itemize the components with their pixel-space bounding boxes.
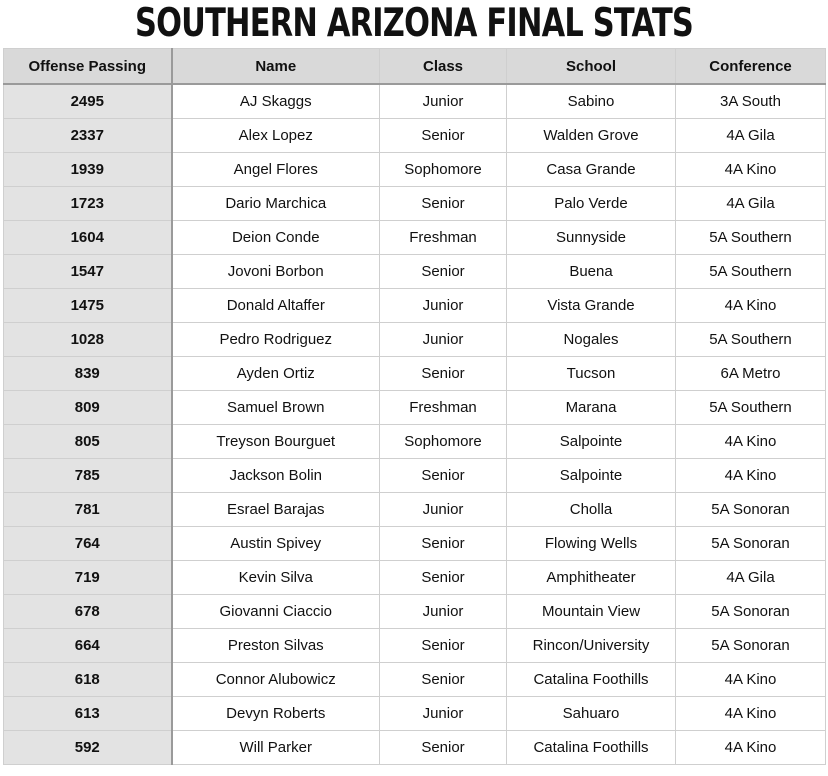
conference-cell: 4A Kino bbox=[676, 289, 826, 323]
class-cell: Sophomore bbox=[380, 425, 507, 459]
passing-yards-cell: 785 bbox=[4, 459, 172, 493]
class-cell: Senior bbox=[380, 731, 507, 765]
school-cell: Salpointe bbox=[507, 459, 676, 493]
school-cell: Catalina Foothills bbox=[507, 731, 676, 765]
conference-cell: 5A Southern bbox=[676, 221, 826, 255]
passing-yards-cell: 1939 bbox=[4, 153, 172, 187]
class-cell: Senior bbox=[380, 119, 507, 153]
table-row bbox=[4, 629, 826, 663]
passing-yards-cell: 613 bbox=[4, 697, 172, 731]
conference-cell: 4A Kino bbox=[676, 425, 826, 459]
player-name-cell: Deion Conde bbox=[172, 221, 380, 255]
passing-yards-cell: 664 bbox=[4, 629, 172, 663]
school-cell: Casa Grande bbox=[507, 153, 676, 187]
school-cell: Cholla bbox=[507, 493, 676, 527]
class-cell: Senior bbox=[380, 459, 507, 493]
passing-yards-cell: 678 bbox=[4, 595, 172, 629]
table-row bbox=[4, 459, 826, 493]
passing-yards-cell: 592 bbox=[4, 731, 172, 765]
conference-cell: 4A Gila bbox=[676, 119, 826, 153]
player-name-cell: Dario Marchica bbox=[172, 187, 380, 221]
table-row bbox=[4, 153, 826, 187]
player-name-cell: Esrael Barajas bbox=[172, 493, 380, 527]
school-cell: Sabino bbox=[507, 84, 676, 119]
player-name-cell: Ayden Ortiz bbox=[172, 357, 380, 391]
school-cell: Walden Grove bbox=[507, 119, 676, 153]
player-name-cell: Connor Alubowicz bbox=[172, 663, 380, 697]
table-row bbox=[4, 663, 826, 697]
player-name-cell: Will Parker bbox=[172, 731, 380, 765]
conference-cell: 5A Sonoran bbox=[676, 595, 826, 629]
passing-yards-cell: 781 bbox=[4, 493, 172, 527]
column-header-offense-passing: Offense Passing bbox=[4, 49, 172, 85]
conference-cell: 4A Gila bbox=[676, 561, 826, 595]
school-cell: Rincon/University bbox=[507, 629, 676, 663]
conference-cell: 5A Sonoran bbox=[676, 493, 826, 527]
class-cell: Junior bbox=[380, 323, 507, 357]
school-cell: Buena bbox=[507, 255, 676, 289]
column-header-class: Class bbox=[380, 49, 507, 85]
player-name-cell: Samuel Brown bbox=[172, 391, 380, 425]
conference-cell: 4A Gila bbox=[676, 187, 826, 221]
player-name-cell: Jovoni Borbon bbox=[172, 255, 380, 289]
school-cell: Sahuaro bbox=[507, 697, 676, 731]
school-cell: Flowing Wells bbox=[507, 527, 676, 561]
class-cell: Freshman bbox=[380, 221, 507, 255]
passing-yards-cell: 1604 bbox=[4, 221, 172, 255]
table-row bbox=[4, 527, 826, 561]
table-row bbox=[4, 84, 826, 119]
passing-yards-cell: 764 bbox=[4, 527, 172, 561]
class-cell: Senior bbox=[380, 187, 507, 221]
passing-yards-cell: 618 bbox=[4, 663, 172, 697]
passing-yards-cell: 1475 bbox=[4, 289, 172, 323]
class-cell: Senior bbox=[380, 663, 507, 697]
passing-yards-cell: 719 bbox=[4, 561, 172, 595]
table-row bbox=[4, 391, 826, 425]
school-cell: Nogales bbox=[507, 323, 676, 357]
class-cell: Senior bbox=[380, 357, 507, 391]
table-body bbox=[4, 84, 826, 765]
class-cell: Senior bbox=[380, 527, 507, 561]
player-name-cell: Alex Lopez bbox=[172, 119, 380, 153]
school-cell: Palo Verde bbox=[507, 187, 676, 221]
player-name-cell: Angel Flores bbox=[172, 153, 380, 187]
school-cell: Catalina Foothills bbox=[507, 663, 676, 697]
player-name-cell: Preston Silvas bbox=[172, 629, 380, 663]
table-row bbox=[4, 697, 826, 731]
school-cell: Mountain View bbox=[507, 595, 676, 629]
player-name-cell: Treyson Bourguet bbox=[172, 425, 380, 459]
table-row bbox=[4, 289, 826, 323]
class-cell: Sophomore bbox=[380, 153, 507, 187]
table-row bbox=[4, 187, 826, 221]
column-header-name: Name bbox=[172, 49, 380, 85]
class-cell: Senior bbox=[380, 255, 507, 289]
player-name-cell: AJ Skaggs bbox=[172, 84, 380, 119]
conference-cell: 4A Kino bbox=[676, 153, 826, 187]
conference-cell: 5A Sonoran bbox=[676, 629, 826, 663]
passing-yards-cell: 1547 bbox=[4, 255, 172, 289]
class-cell: Junior bbox=[380, 493, 507, 527]
conference-cell: 4A Kino bbox=[676, 731, 826, 765]
passing-yards-cell: 839 bbox=[4, 357, 172, 391]
page-title: SOUTHERN ARIZONA FINAL STATS bbox=[134, 1, 694, 46]
school-cell: Salpointe bbox=[507, 425, 676, 459]
table-row bbox=[4, 595, 826, 629]
conference-cell: 4A Kino bbox=[676, 459, 826, 493]
class-cell: Freshman bbox=[380, 391, 507, 425]
class-cell: Senior bbox=[380, 561, 507, 595]
table-row bbox=[4, 425, 826, 459]
player-name-cell: Donald Altaffer bbox=[172, 289, 380, 323]
school-cell: Sunnyside bbox=[507, 221, 676, 255]
class-cell: Junior bbox=[380, 289, 507, 323]
passing-yards-cell: 1028 bbox=[4, 323, 172, 357]
player-name-cell: Kevin Silva bbox=[172, 561, 380, 595]
school-cell: Marana bbox=[507, 391, 676, 425]
school-cell: Amphitheater bbox=[507, 561, 676, 595]
table-row bbox=[4, 221, 826, 255]
passing-yards-cell: 1723 bbox=[4, 187, 172, 221]
conference-cell: 5A Southern bbox=[676, 391, 826, 425]
passing-yards-cell: 2337 bbox=[4, 119, 172, 153]
class-cell: Junior bbox=[380, 84, 507, 119]
school-cell: Vista Grande bbox=[507, 289, 676, 323]
player-name-cell: Austin Spivey bbox=[172, 527, 380, 561]
class-cell: Junior bbox=[380, 697, 507, 731]
table-row bbox=[4, 255, 826, 289]
conference-cell: 4A Kino bbox=[676, 663, 826, 697]
passing-stats-table bbox=[3, 48, 826, 765]
table-row bbox=[4, 323, 826, 357]
table-header bbox=[4, 49, 826, 85]
header-row bbox=[4, 49, 826, 85]
table-row bbox=[4, 561, 826, 595]
table-row bbox=[4, 357, 826, 391]
table-row bbox=[4, 493, 826, 527]
conference-cell: 5A Sonoran bbox=[676, 527, 826, 561]
column-header-conference: Conference bbox=[676, 49, 826, 85]
table-row bbox=[4, 119, 826, 153]
passing-yards-cell: 805 bbox=[4, 425, 172, 459]
player-name-cell: Jackson Bolin bbox=[172, 459, 380, 493]
player-name-cell: Giovanni Ciaccio bbox=[172, 595, 380, 629]
conference-cell: 5A Southern bbox=[676, 323, 826, 357]
player-name-cell: Pedro Rodriguez bbox=[172, 323, 380, 357]
class-cell: Junior bbox=[380, 595, 507, 629]
conference-cell: 5A Southern bbox=[676, 255, 826, 289]
passing-yards-cell: 2495 bbox=[4, 84, 172, 119]
conference-cell: 6A Metro bbox=[676, 357, 826, 391]
column-header-school: School bbox=[507, 49, 676, 85]
player-name-cell: Devyn Roberts bbox=[172, 697, 380, 731]
school-cell: Tucson bbox=[507, 357, 676, 391]
conference-cell: 3A South bbox=[676, 84, 826, 119]
class-cell: Senior bbox=[380, 629, 507, 663]
table-row bbox=[4, 731, 826, 765]
passing-yards-cell: 809 bbox=[4, 391, 172, 425]
conference-cell: 4A Kino bbox=[676, 697, 826, 731]
